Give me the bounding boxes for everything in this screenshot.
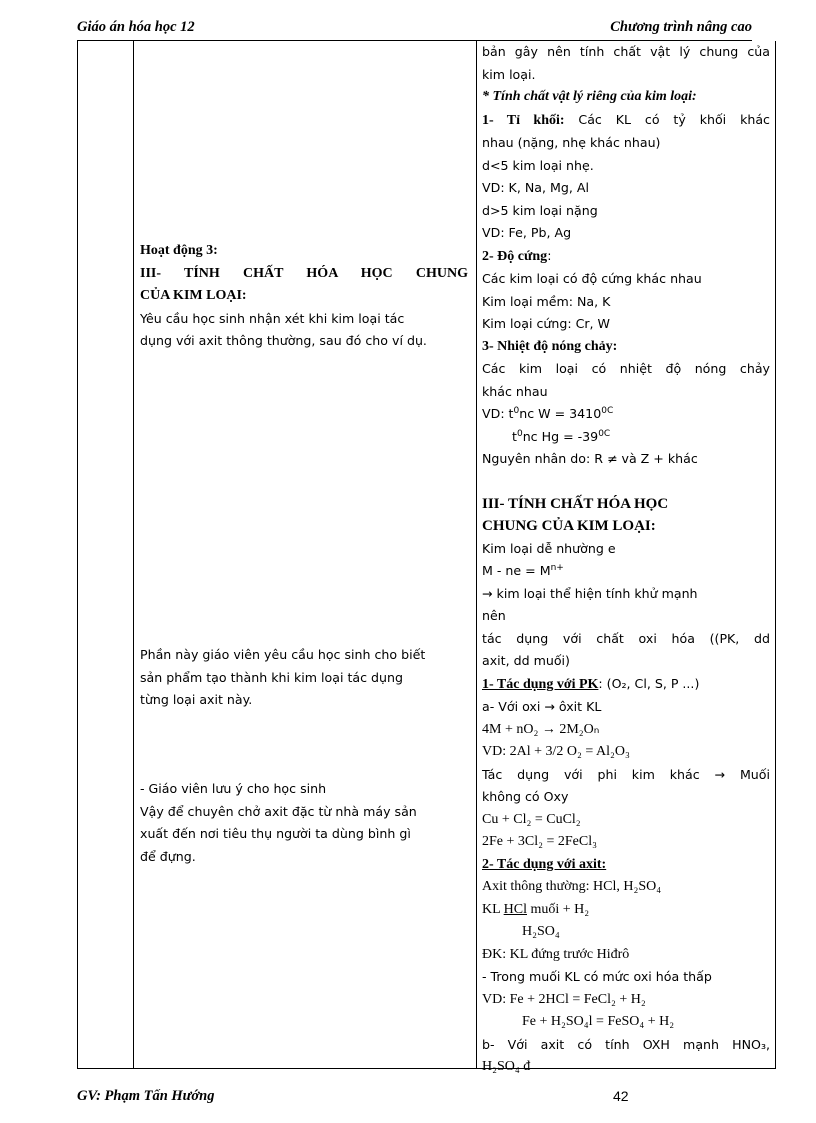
content-line: nhau (nặng, nhẹ khác nhau) (482, 135, 661, 150)
spacer (482, 471, 770, 493)
content-line: Kim loại mềm: Na, K (482, 293, 611, 309)
content-line: 1- Tác dụng với PK: (O₂, Cl, S, P ...) (482, 675, 700, 692)
page-footer (77, 1088, 752, 1108)
page-header (77, 18, 752, 41)
table-divider-2 (476, 41, 477, 1069)
content-line: d>5 kim loại nặng (482, 202, 598, 218)
equation-line: VD: 2Al + 3/2 O₂ = Al₂O₃ (482, 744, 630, 759)
content-line: Các kim loại có nhiệt độ nóng chảy (482, 361, 770, 376)
equation-line: Cu + Cl₂ = CuCl₂ (482, 811, 581, 827)
content-line: Các kim loại có độ cứng khác nhau (482, 271, 702, 286)
section-heading: III- TÍNH CHẤT HÓA HỌC (482, 495, 669, 512)
equation-line: VD: Fe + 2HCl = FeCl₂ + H₂ (482, 991, 646, 1007)
content-line: Tác dụng với phi kim khác → Muối (482, 766, 770, 782)
instruction-block-2 (140, 644, 468, 712)
content-line: M - ne = $M^{n+}$ (482, 562, 564, 578)
content-line: ĐK: KL đứng trước Hiđrô (482, 946, 630, 962)
content-line: kim loại. (482, 66, 536, 82)
instruction-line: xuất đến nơi tiêu thụ người ta dùng bình gì (140, 826, 411, 841)
content-line: Nguyên nhân do: R ≠ và Z + khác (482, 451, 698, 466)
content-line: 2- Độ cứng: (482, 247, 552, 264)
section-heading-cont: CỦA KIM LOẠI: (140, 288, 247, 303)
equation-line: 2Fe + 3Cl₂ = 2FeCl₃ (482, 834, 598, 849)
equation-line: 4M + nO₂ → 2M₂Oₙ (482, 721, 600, 737)
instruction-line: - Giáo viên lưu ý cho học sinh (140, 781, 327, 796)
content-line: VD: $t^0nc$ $W = 3410^{0C}$ (482, 405, 614, 421)
content-line: $t^0nc$ $Hg = -39^{0C}$ (512, 428, 611, 444)
content-line: d<5 kim loại nhẹ. (482, 157, 594, 173)
content-line: VD: K, Na, Mg, Al (482, 180, 589, 195)
content-line: bản gây nên tính chất vật lý chung của (482, 44, 770, 59)
content-line: a- Với oxi → ôxit KL (482, 699, 602, 714)
table-border-left (77, 41, 78, 1069)
subsection-heading: 3- Nhiệt độ nóng chảy: (482, 338, 618, 354)
instruction-line: để đựng. (140, 848, 196, 864)
content-line: - Trong muối KL có mức oxi hóa thấp (482, 969, 712, 984)
content-line: Kim loại dễ nhường e (482, 540, 616, 556)
content-line: nên (482, 608, 506, 623)
reaction-line-cont: H₂SO₄ (522, 924, 560, 939)
activity-label: Hoạt động 3: (140, 243, 218, 258)
content-line: Kim loại cứng: Cr, W (482, 316, 611, 331)
header-subject: Giáo án hóa học 12 (77, 19, 195, 35)
teacher-name: GV: Phạm Tấn Hướng (77, 1088, 215, 1104)
content-line: Axit thông thường: HCl, H₂SO₄ (482, 879, 662, 894)
content-line: axit, dd muối) (482, 653, 570, 668)
reaction-line: KL HCl muối + H₂ (482, 901, 590, 917)
subsection-heading: * Tính chất vật lý riêng của kim loại: (482, 89, 697, 104)
table-divider-1 (133, 41, 134, 1069)
content-line: VD: Fe, Pb, Ag (482, 225, 572, 240)
equation-line: Fe + H₂SO₄l = FeSO₄ + H₂ (522, 1014, 675, 1029)
instruction-line: sản phẩm tạo thành khi kim loại tác dụng (140, 669, 403, 685)
instruction-line: dụng với axit thông thường, sau đó cho ví dụ. (140, 333, 427, 348)
content-line: 1- Tỉ khối: Các KL có tỷ khối khác (482, 111, 770, 128)
content-line: b- Với axit có tính OXH mạnh HNO₃, (482, 1036, 770, 1052)
content-line: → kim loại thể hiện tính khử mạnh (482, 585, 698, 601)
instruction-line: Phần này giáo viên yêu cầu học sinh cho biết (140, 647, 426, 662)
instruction-line: từng loại axit này. (140, 692, 253, 707)
content-line: không có Oxy (482, 789, 569, 804)
content-column (482, 41, 770, 1079)
section-heading: III- TÍNH CHẤT HÓA HỌC CHUNG (140, 265, 468, 281)
instruction-block-3 (140, 778, 468, 868)
content-line: tác dụng với chất oxi hóa ((PK, dd (482, 630, 770, 646)
page-number: 42 (613, 1088, 629, 1104)
instruction-line: Vậy để chuyên chở axit đặc từ nhà máy sản (140, 803, 417, 819)
content-line: H₂SO₄ đ (482, 1059, 531, 1074)
instruction-line: Yêu cầu học sinh nhận xét khi kim loại tác (140, 310, 405, 326)
subsection-heading: 2- Tác dụng với axit: (482, 856, 607, 872)
table-border-right (775, 41, 776, 1069)
content-line: khác nhau (482, 383, 548, 399)
header-program: Chương trình nâng cao (610, 19, 752, 35)
activity-block (140, 240, 468, 353)
section-heading-cont: CHUNG CỦA KIM LOẠI: (482, 518, 656, 534)
